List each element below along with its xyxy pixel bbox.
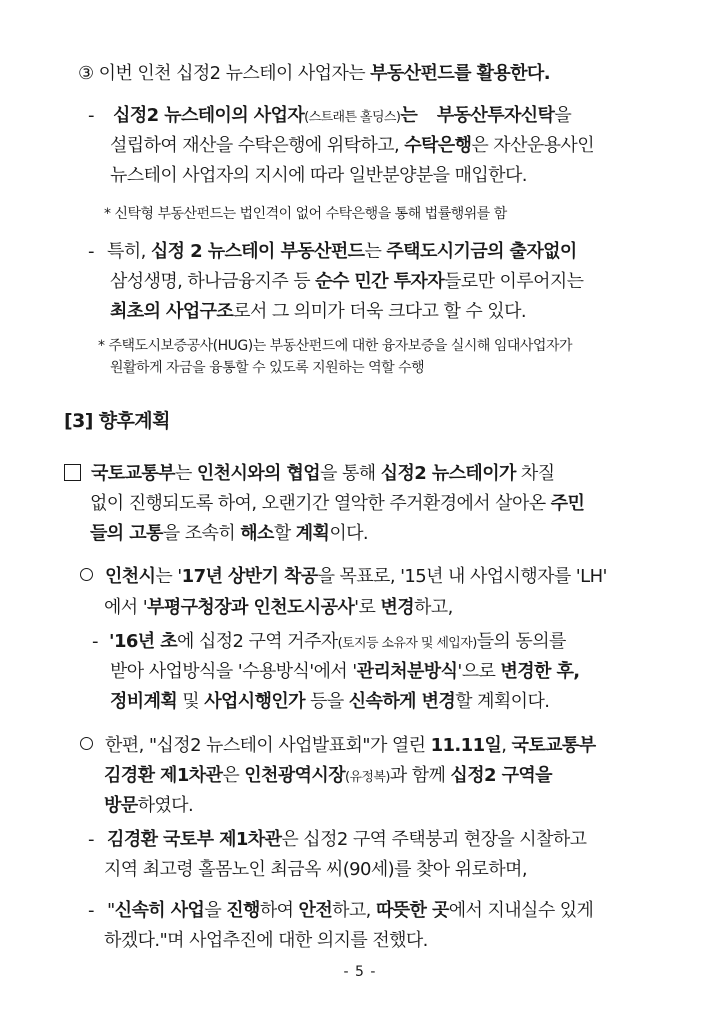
dash-item-2-line-1 xyxy=(88,240,577,264)
circle-item-1-line-1 xyxy=(80,565,607,589)
dash-item-3-line-3 xyxy=(110,690,549,714)
section-heading xyxy=(64,409,170,433)
text: 은 십정2 구역 주택붕괴 현장을 시찰하고 xyxy=(281,829,587,850)
text: 하여 xyxy=(259,900,299,921)
dash-item-4-line-2 xyxy=(104,858,527,882)
bold-text: 변경한 후, xyxy=(500,661,580,682)
bold-text: 17년 상반기 착공 xyxy=(181,566,318,587)
text: 하고, xyxy=(414,597,453,618)
text: 은 xyxy=(222,765,245,786)
dash-bullet: - xyxy=(88,241,94,262)
bold-text: 계획 xyxy=(295,523,330,544)
text: 한편, "십정2 뉴스테이 사업발표회"가 열린 xyxy=(105,735,431,756)
text: 삼성생명, 하나금융지주 등 xyxy=(110,271,316,292)
bold-text: 는 xyxy=(400,105,423,126)
sub-text: (토지등 소유자 및 세입자) xyxy=(337,636,477,651)
text: 로서 그 의미가 더욱 크다고 할 수 있다. xyxy=(233,301,526,322)
note-2-line-2 xyxy=(110,358,424,378)
text: 및 xyxy=(177,691,205,712)
circle-item-1-line-2 xyxy=(104,596,453,620)
dash-bullet: - xyxy=(88,105,94,126)
bold-text: 김경환 국토부 제1차관 xyxy=(107,829,282,850)
bold-text: 부동산펀드를 활용한다. xyxy=(370,63,550,84)
bold-text: 부동산투자신탁 xyxy=(436,105,555,126)
dash-item-3-line-2 xyxy=(110,660,580,684)
text: '로 xyxy=(354,597,381,618)
bold-text: 따뜻한 곳 xyxy=(375,900,449,921)
sub-text: (스트래튼 홀딩스) xyxy=(304,110,401,125)
circle-bullet-icon xyxy=(80,737,93,750)
bold-text: 관리처분방식 xyxy=(356,661,458,682)
text: 하고, xyxy=(332,900,376,921)
dash-item-3-line-1 xyxy=(92,630,566,656)
text: 등을 xyxy=(304,691,349,712)
bold-text: 안전 xyxy=(298,900,333,921)
box-item-line-3 xyxy=(90,522,368,546)
note-text: * 주택도시보증공사(HUG)는 부동산펀드에 대한 융자보증을 실시해 임대사업자가 xyxy=(98,338,572,354)
text: 을 조속히 xyxy=(162,523,241,544)
text: 특히, xyxy=(107,241,151,262)
dash-item-2-line-3 xyxy=(110,300,526,324)
bold-text: 십정2 뉴스테이가 xyxy=(380,463,516,484)
bold-text: 인천광역시장 xyxy=(244,765,345,786)
note-text: * 신탁형 부동산펀드는 법인격이 없어 수탁은행을 통해 법률행위를 함 xyxy=(104,206,507,222)
bold-text: 주택도시기금의 출자없이 xyxy=(386,241,577,262)
text: 설립하여 재산을 수탁은행에 위탁하고, xyxy=(110,135,405,156)
text: 는 ' xyxy=(155,566,182,587)
bold-text: 해소 xyxy=(240,523,274,544)
circle-item-2-line-3 xyxy=(104,794,193,818)
bold-text: 십정 2 뉴스테이 부동산펀드 xyxy=(150,241,365,262)
bold-text: 정비계획 xyxy=(110,691,178,712)
text: " xyxy=(107,900,115,921)
circle-item-2-line-2 xyxy=(104,764,552,790)
text: 을 통해 xyxy=(320,463,381,484)
bold-text: 신속히 사업 xyxy=(114,900,205,921)
bold-text: 국토교통부 xyxy=(91,463,175,484)
bold-text: 인천시와의 협업 xyxy=(196,463,321,484)
bold-text: 방문 xyxy=(104,795,138,816)
text: 을 목표로, '15년 내 사업시행자를 'LH' xyxy=(317,566,607,587)
text: 없이 진행되도록 하여, 오랜기간 열악한 주거환경에서 살아온 xyxy=(90,493,551,514)
text: , xyxy=(501,735,512,756)
text: 할 계획이다. xyxy=(455,691,550,712)
bold-text: 주민 xyxy=(550,493,585,514)
text: 이다. xyxy=(329,523,369,544)
dash-item-1-line-1 xyxy=(88,104,571,130)
bold-text: '16년 초 xyxy=(109,631,178,652)
text: 차질 xyxy=(515,463,555,484)
dash-item-5-line-2 xyxy=(104,929,428,953)
bold-text: 순수 민간 투자자 xyxy=(315,271,445,292)
text: '으로 xyxy=(457,661,501,682)
square-bullet-icon xyxy=(64,464,81,481)
bold-text: 십정2 구역을 xyxy=(450,765,552,786)
text: 는 xyxy=(364,241,387,262)
text: 은 자산운용사인 xyxy=(471,135,595,156)
text: 는 xyxy=(174,463,197,484)
bold-text: 사업시행인가 xyxy=(204,691,305,712)
text: 하겠다."며 사업추진에 대한 의지를 전했다. xyxy=(104,930,428,951)
text: 에서 ' xyxy=(104,597,148,618)
note-text: 원활하게 자금을 융통할 수 있도록 지원하는 역할 수행 xyxy=(110,360,425,376)
text: 에서 지내실수 있게 xyxy=(448,900,594,921)
bold-text: 수탁은행 xyxy=(404,135,472,156)
dash-item-1-line-2 xyxy=(110,134,594,158)
dash-bullet: - xyxy=(88,829,94,850)
text: 이번 인천 십정2 뉴스테이 사업자는 xyxy=(98,63,371,84)
circled-number-3: ③ xyxy=(78,63,94,84)
sub-text: (유정복) xyxy=(344,770,390,785)
text: 들로만 이루어지는 xyxy=(444,271,584,292)
text: 을 xyxy=(204,900,227,921)
heading-text: [3] 향후계획 xyxy=(64,410,170,432)
box-item-line-1 xyxy=(64,462,554,486)
bold-text: 김경환 제1차관 xyxy=(104,765,223,786)
bold-text: 십정2 뉴스테이의 사업자 xyxy=(113,105,305,126)
dash-bullet: - xyxy=(88,900,94,921)
bold-text: 인천시 xyxy=(105,566,156,587)
circle-bullet-icon xyxy=(80,568,93,581)
dash-item-4-line-1 xyxy=(88,828,586,852)
bold-text: 11.11일 xyxy=(430,735,502,756)
note-1 xyxy=(104,204,507,224)
dash-item-2-line-2 xyxy=(110,270,583,294)
paragraph-3 xyxy=(78,62,550,86)
bold-text: 국토교통부 xyxy=(511,735,596,756)
bold-text: 진행 xyxy=(226,900,260,921)
bold-text: 변경 xyxy=(380,597,415,618)
dash-item-1-line-3 xyxy=(110,164,527,188)
dash-item-5-line-1 xyxy=(88,899,593,923)
text: 을 xyxy=(554,105,572,126)
note-2-line-1 xyxy=(98,336,572,356)
text: 에 십정2 구역 거주자 xyxy=(177,631,338,652)
text: 들의 동의를 xyxy=(476,631,566,652)
dash-bullet: - xyxy=(92,631,98,652)
bold-text: 신속하게 변경 xyxy=(348,691,456,712)
circle-item-2-line-1 xyxy=(80,734,596,758)
text: 받아 사업방식을 '수용방식'에서 ' xyxy=(110,661,357,682)
bold-text: 부평구청장과 인천도시공사 xyxy=(147,597,355,618)
text: 뉴스테이 사업자의 지시에 따라 일반분양분을 매입한다. xyxy=(110,165,527,186)
text: 하였다. xyxy=(137,795,194,816)
text: 할 xyxy=(273,523,296,544)
box-item-line-2 xyxy=(90,492,584,516)
bold-text: 최초의 사업구조 xyxy=(110,301,234,322)
bold-text: 들의 고통 xyxy=(90,523,163,544)
page-number: - 5 - xyxy=(343,964,377,980)
text: 지역 최고령 홀몸노인 최금옥 씨(90세)를 찾아 위로하며, xyxy=(104,859,527,880)
text: 과 함께 xyxy=(389,765,451,786)
